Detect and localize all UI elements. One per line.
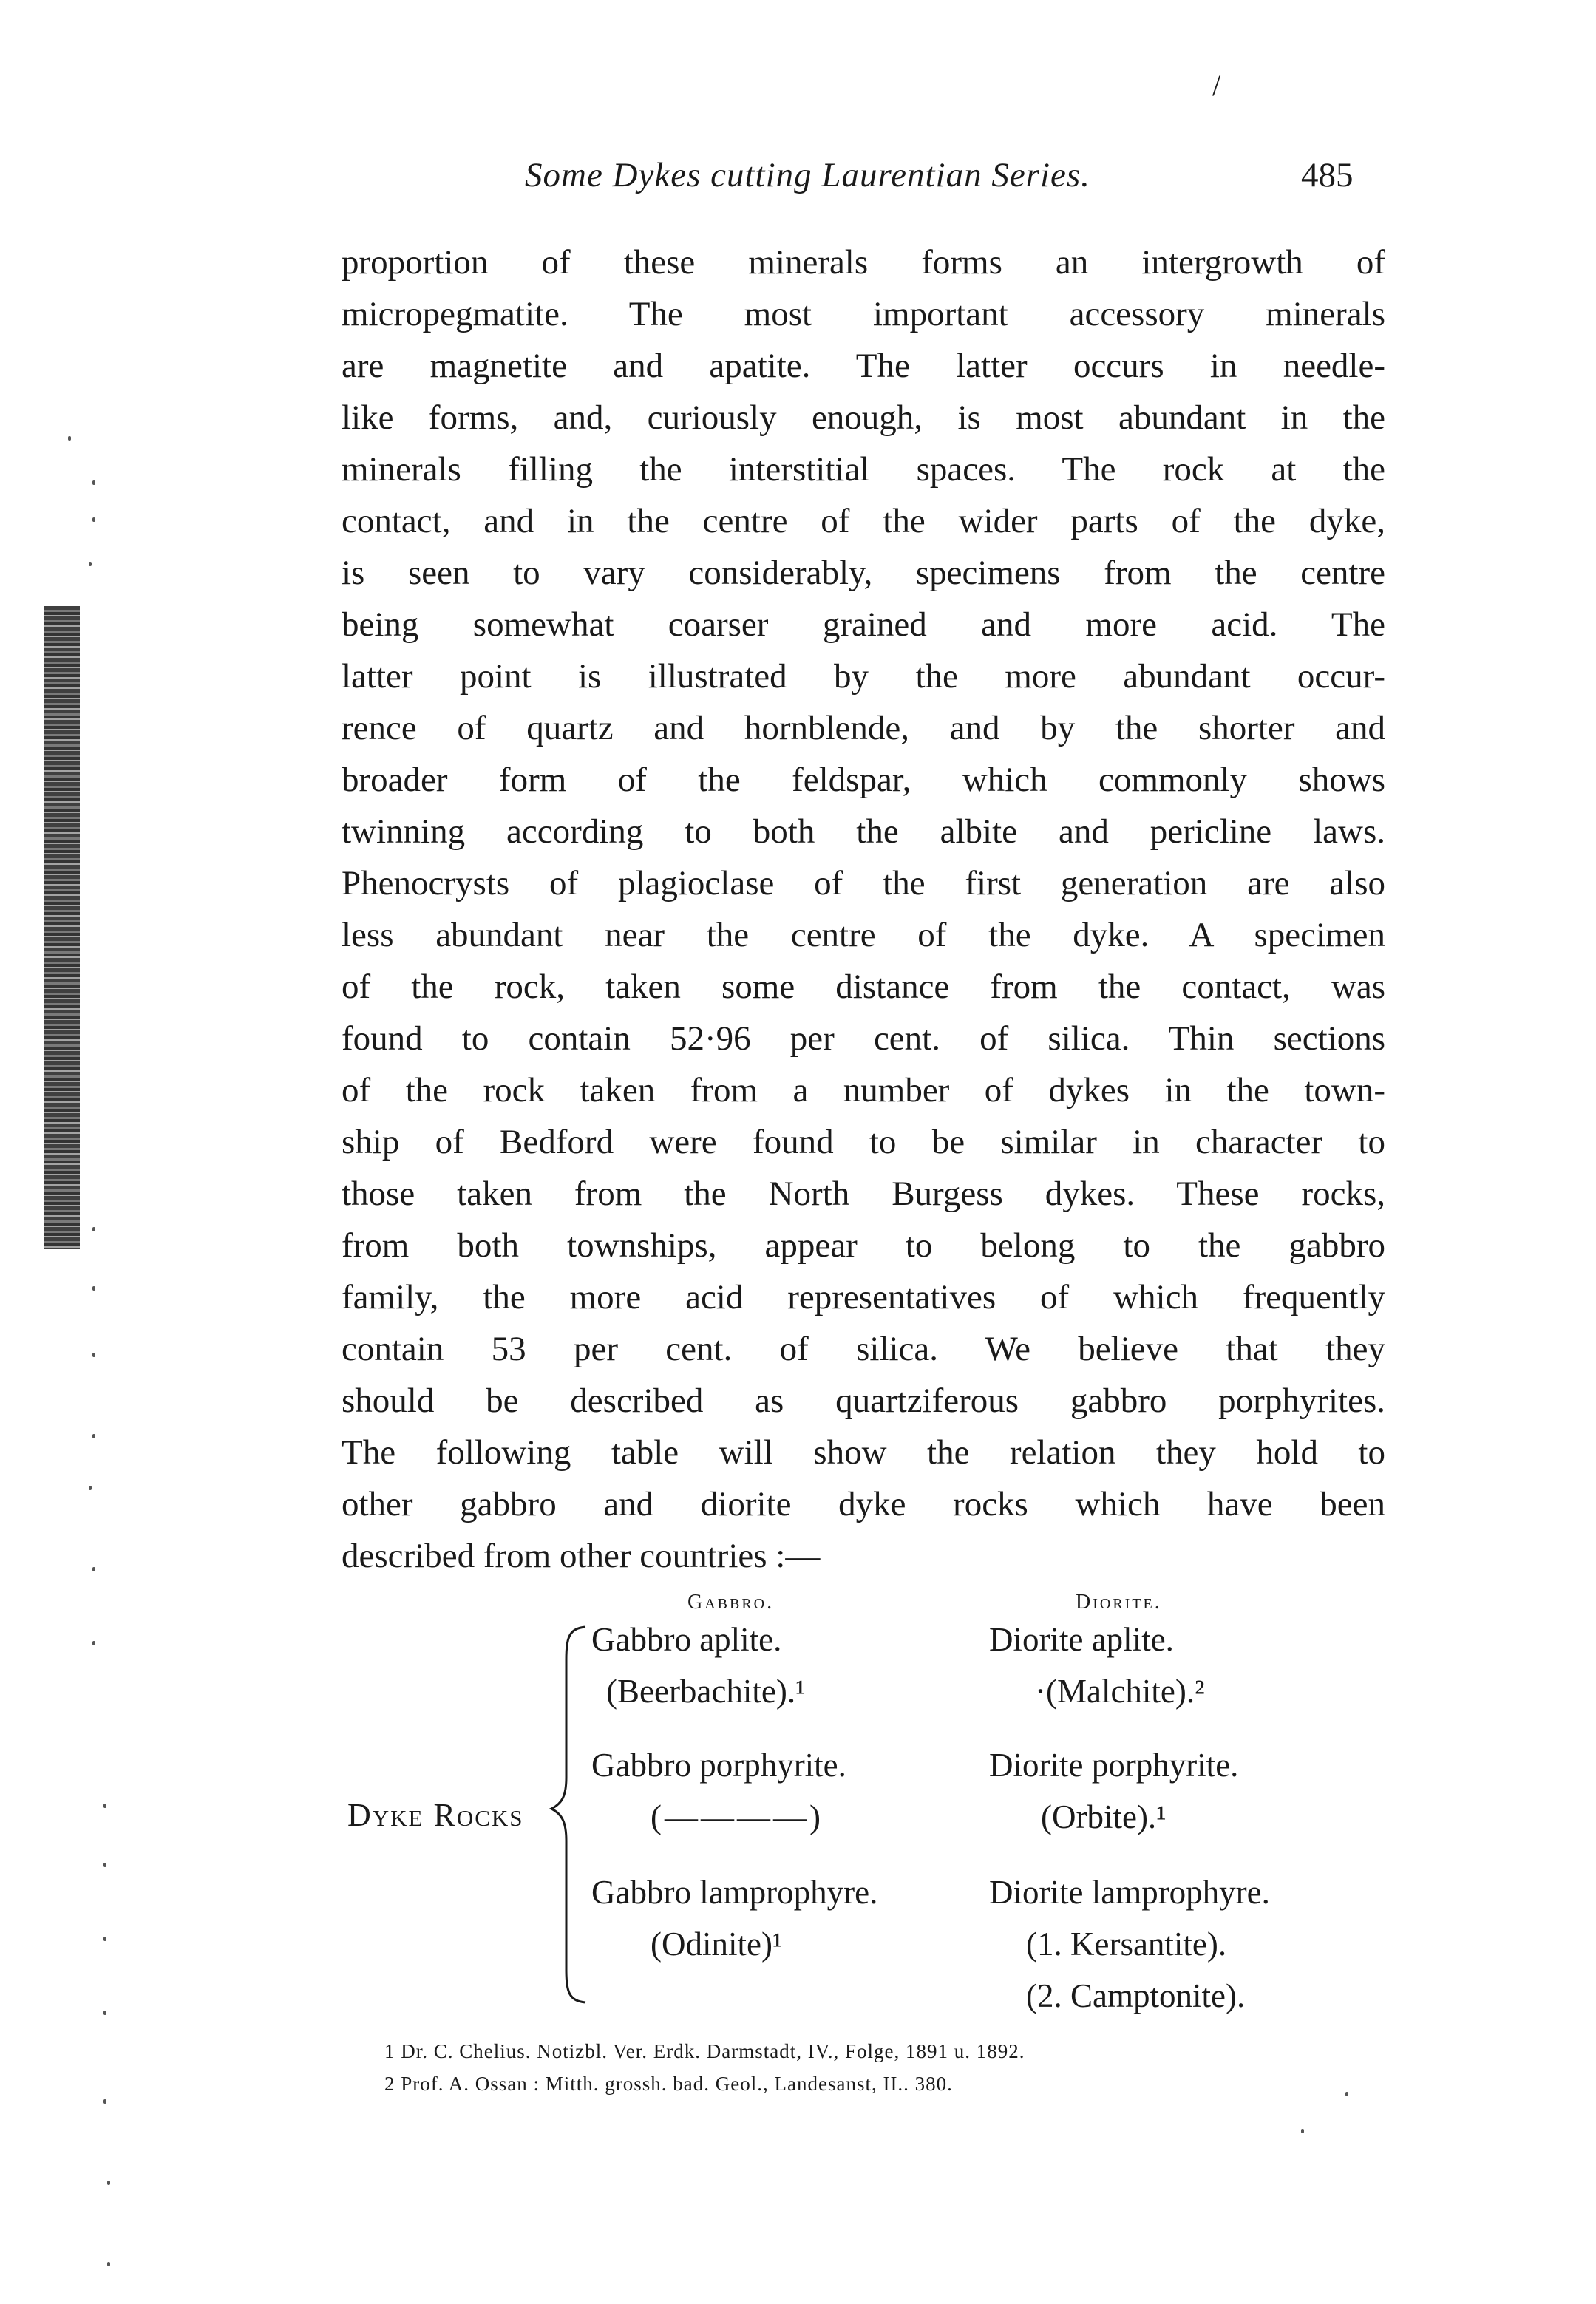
scan-speck [107,2181,110,2185]
scan-speck [92,1227,95,1231]
cell-diorite-lamprophyre-sub2: (2. Camptonite). [1026,1977,1246,2014]
cell-diorite-lamprophyre-sub1: (1. Kersantite). [1026,1926,1227,1963]
curly-brace [547,1622,591,2007]
text-line: described from other countries :— [342,1537,821,1575]
scan-speck [68,436,71,441]
text-line: The following table will show the relation they hold to [342,1433,1385,1472]
scan-speck [1345,2092,1348,2096]
cell-diorite-aplite: Diorite aplite. [989,1621,1174,1658]
scan-speck [92,1353,95,1357]
scan-speck [103,1863,106,1867]
footnote-2: 2 Prof. A. Ossan : Mitth. grossh. bad. Geol., Landesanst, II.. 380. [384,2073,953,2095]
scan-speck [103,1937,106,1941]
column-header-diorite: Diorite. [1076,1591,1162,1614]
text-line: is seen to vary considerably, specimens from the centre [342,554,1385,592]
running-head: Some Dykes cutting Laurentian Series. [525,156,1090,194]
cell-diorite-porphyrite-sub: (Orbite).¹ [1041,1798,1167,1835]
text-line: contain 53 per cent. of silica. We believe that they [342,1330,1385,1368]
cell-gabbro-porphyrite: Gabbro porphyrite. [591,1747,846,1784]
text-line: should be described as quartziferous gabbro porphyrites. [342,1382,1385,1420]
text-line: latter point is illustrated by the more abundant occur- [342,657,1385,696]
text-line: contact, and in the centre of the wider parts of the dyke, [342,502,1385,540]
column-header-gabbro: Gabbro. [687,1591,775,1614]
text-line: are magnetite and apatite. The latter occurs in needle- [342,347,1385,385]
text-line: like forms, and, curiously enough, is most abundant in the [342,398,1385,437]
scan-speck [92,1434,95,1438]
page-number: 485 [1301,156,1354,194]
text-line: minerals filling the interstitial spaces. The rock at the [342,450,1385,489]
scan-speck [92,1641,95,1645]
margin-mark: / [1212,69,1221,102]
scan-speck [103,2011,106,2015]
text-line: proportion of these minerals forms an intergrowth of [342,243,1385,282]
cell-diorite-porphyrite: Diorite porphyrite. [989,1747,1239,1784]
text-line: family, the more acid representatives of which frequently [342,1278,1385,1316]
text-line: those taken from the North Burgess dykes. These rocks, [342,1175,1385,1213]
body-text [342,237,1385,1582]
scan-speck [89,562,92,566]
text-line: twinning according to both the albite and pericline laws. [342,812,1385,851]
footnote-1: 1 Dr. C. Chelius. Notizbl. Ver. Erdk. Darmstadt, IV., Folge, 1891 u. 1892. [384,2040,1025,2062]
text-line: less abundant near the centre of the dyke. A specimen [342,916,1385,954]
text-line: found to contain 52·96 per cent. of silica. Thin sections [342,1019,1385,1058]
text-line: from both townships, appear to belong to the gabbro [342,1226,1385,1265]
scan-speck [92,517,95,522]
cell-gabbro-aplite-sub: (Beerbachite).¹ [606,1673,806,1710]
scan-binding-strip [44,606,80,1249]
text-line: rence of quartz and hornblende, and by the shorter and [342,709,1385,747]
cell-gabbro-lamprophyre: Gabbro lamprophyre. [591,1874,878,1911]
text-line: ship of Bedford were found to be similar in character to [342,1123,1385,1161]
scan-speck [92,1286,95,1291]
text-line: being somewhat coarser grained and more acid. The [342,605,1385,644]
cell-gabbro-porphyrite-sub: (————) [651,1798,824,1835]
cell-gabbro-aplite: Gabbro aplite. [591,1621,782,1658]
scan-speck [103,1804,106,1808]
row-label-dyke-rocks: Dyke Rocks [347,1797,524,1833]
cell-diorite-aplite-sub: ·(Malchite).² [1035,1673,1205,1710]
scan-speck [1301,2129,1304,2133]
cell-diorite-lamprophyre: Diorite lamprophyre. [989,1874,1270,1911]
cell-gabbro-lamprophyre-sub: (Odinite)¹ [651,1926,783,1963]
text-line: Phenocrysts of plagioclase of the first generation are also [342,864,1385,903]
text-line: other gabbro and diorite dyke rocks which have been [342,1485,1385,1523]
scan-speck [103,2099,106,2104]
scan-speck [107,2262,110,2266]
text-line: micropegmatite. The most important accessory minerals [342,295,1385,333]
scan-speck [92,480,95,485]
text-line: broader form of the feldspar, which commonly shows [342,761,1385,799]
scan-speck [92,1567,95,1571]
text-line: of the rock, taken some distance from the contact, was [342,968,1385,1006]
scan-speck [89,1486,92,1490]
text-line: of the rock taken from a number of dykes in the town- [342,1071,1385,1109]
